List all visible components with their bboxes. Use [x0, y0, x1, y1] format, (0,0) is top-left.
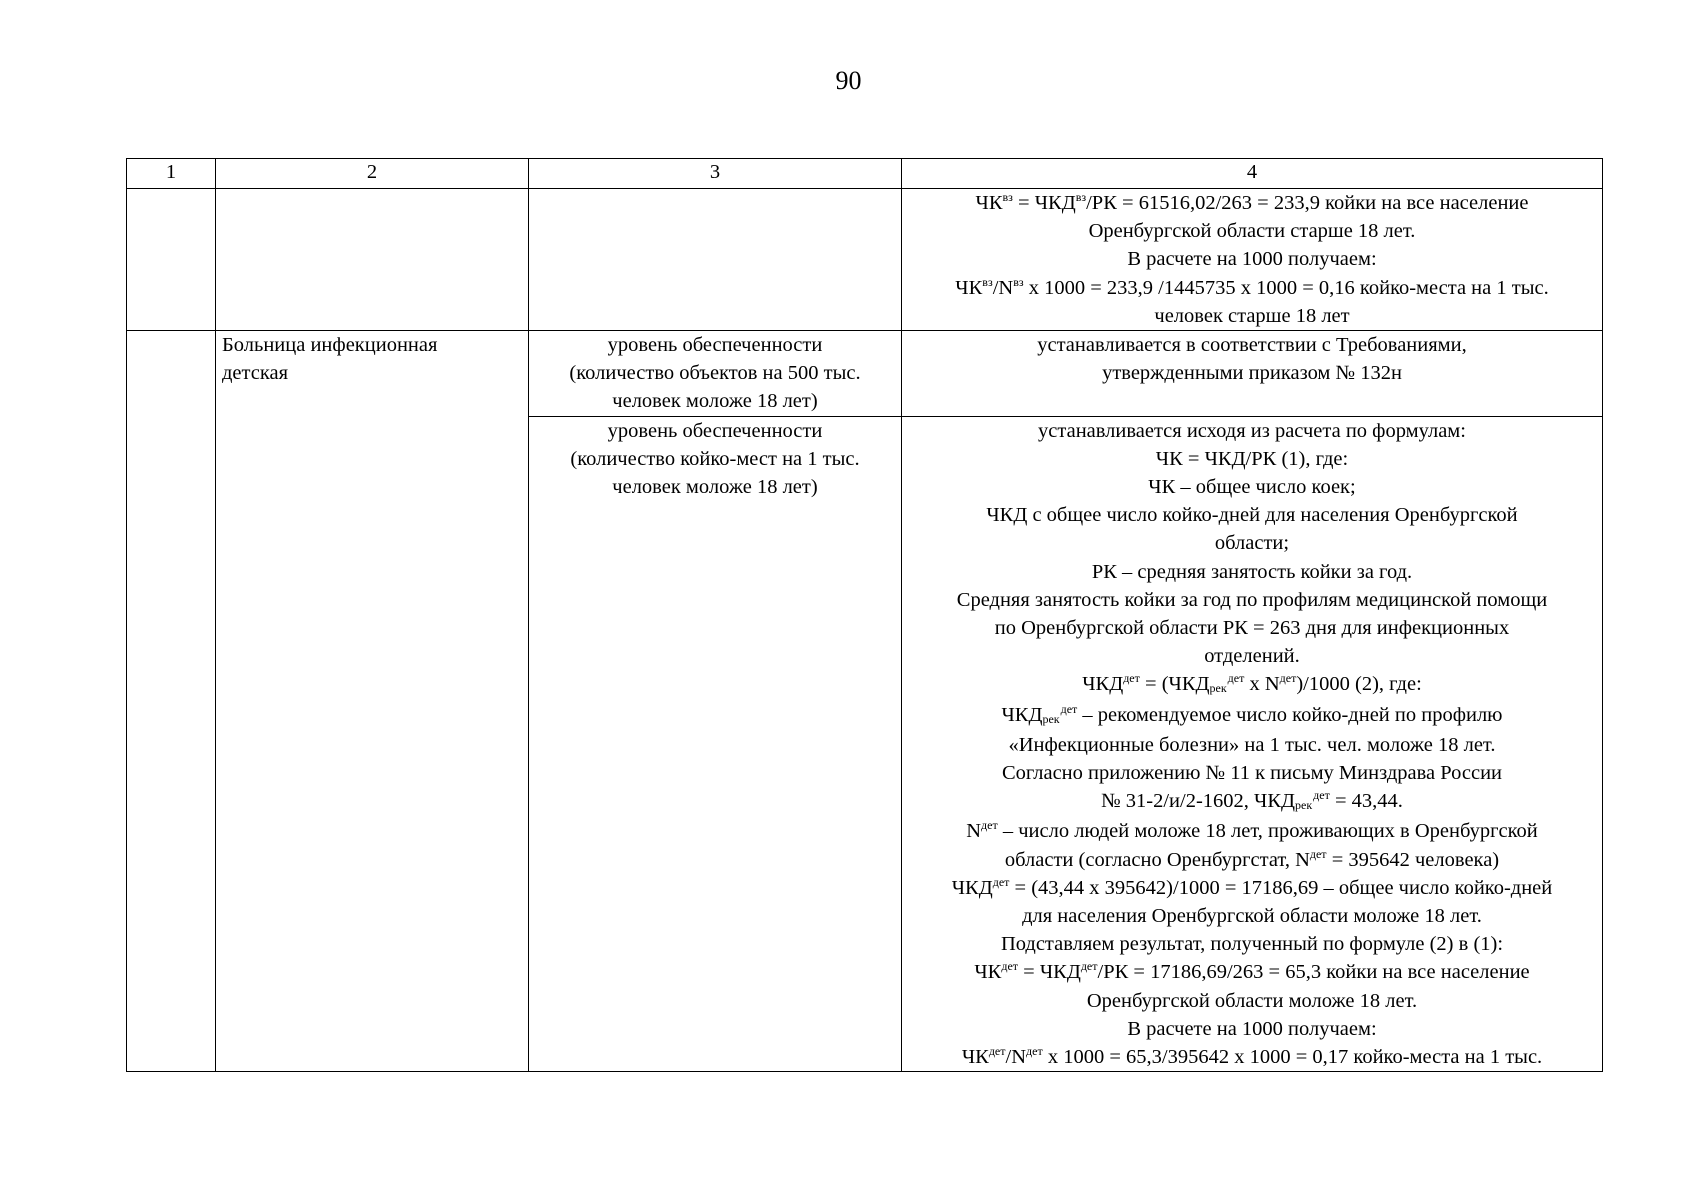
row1-value-cell	[902, 189, 1603, 331]
facility-name-cell: Больница инфекционная детская	[216, 331, 529, 1072]
row1-number-cell	[127, 189, 216, 331]
formula-line: $N^{дет}$ – число людей моложе 18 лет, проживающих в Оренбургской	[966, 818, 1538, 843]
value-cell: устанавливается в соответствии с Требованиями, утвержденными приказом № 132н	[902, 331, 1603, 417]
header-col-4: 4	[902, 159, 1603, 189]
row1-name-cell	[216, 189, 529, 331]
row1-indicator-cell	[529, 189, 902, 331]
table-row	[127, 331, 1603, 417]
header-col-1: 1	[127, 159, 216, 189]
indicator-cell: уровень обеспеченности (количество койко-мест на 1 тыс. человек моложе 18 лет)	[529, 416, 902, 1072]
page-number: 90	[835, 66, 862, 95]
formula-line: $ЧКД^{дет} = (ЧКД_{рек}^{дет}$ х $N^{дет})/1000$ (2), где:	[1082, 671, 1422, 696]
table-header-row	[127, 159, 1603, 189]
formula-line: $ЧКД_{рек}^{дет}$ – рекомендуемое число койко-дней по профилю	[1001, 701, 1503, 726]
formula-line: $ЧК^{дет} = ЧКД^{дет}/РК = 17186,69/263 = 65,3$ койки на все население	[974, 959, 1530, 984]
formula-line: $ЧК^{вз}/N^{вз}$ х 1000 = 233,9 /1445735 х 1000 = 0,16 койко-места на 1 тыс.	[955, 274, 1549, 299]
row3-number-cell	[127, 416, 216, 1072]
formula-line: № 31-2/и/2-1602, $ЧКД_{рек}^{дет} = 43,44$.	[1101, 788, 1403, 813]
header-col-3: 3	[529, 159, 902, 189]
formula-line: $ЧКД^{дет} = (43,44$ х 395642)/1000 = 17186,69 – общее число койко-дней	[951, 874, 1553, 899]
text-line: В расчете на 1000 получаем:	[1127, 248, 1377, 271]
formula-line: области (согласно Оренбургстат, $N^{дет} = 395642$ человека)	[1004, 846, 1500, 871]
normative-table	[126, 158, 1603, 1072]
formula-line: $ЧК^{дет}/N^{дет}$ х 1000 = 65,3/395642 х 1000 = 0,17 койко-места на 1 тыс.	[961, 1044, 1543, 1069]
row2-number-cell	[127, 331, 216, 417]
indicator-cell: уровень обеспеченности (количество объектов на 500 тыс. человек моложе 18 лет)	[529, 331, 902, 417]
text-line: человек старше 18 лет	[1154, 304, 1350, 327]
header-col-2: 2	[216, 159, 529, 189]
text-line: Оренбургской области старше 18 лет.	[1088, 220, 1416, 243]
calculation-cell: устанавливается исходя из расчета по формулам: ЧК = ЧКД/РК (1), где: ЧК – общее число коек; ЧКД с общее число койко-дней для населения Оренбургской области; РК – средняя занятость койки за год. Средняя занятость койки за год по профилям медицинской помощи по Оренбургской области РК = 263 дня для инфекционных отделений. $ЧКД^{дет} = (ЧКД_{рек}^{дет}$ х $N^{дет})/1000$ (2), где: $ЧКД_{рек}^{дет}$ – рекомендуемое число койко-дней по профилю «Инфекционные болезни» на 1 тыс. чел. моложе 18 лет. Согласно приложению № 11 к письму Минздрава России № 31-2/и/2-1602, $ЧКД_{рек}^{дет} = 43,44$. $N^{дет}$ – число людей моложе 18 лет, проживающих в Оренбургской области (согласно Оренбургстат, $N^{дет} = 395642$ человека) $ЧКД^{дет} = (43,44$ х 395642)/1000 = 17186,69 – общее число койко-дней для населения Оренбургской области моложе 18 лет. Подставляем результат, полученный по формуле (2) в (1): $ЧК^{дет} = ЧКД^{дет}/РК = 17186,69/263 = 65,3$ койки на все население Оренбургской области моложе 18 лет. В расчете на 1000 получаем: $ЧК^{дет}/N^{дет}$ х 1000 = 65,3/395642 х 1000 = 0,17 койко-места на 1 тыс.	[902, 416, 1603, 1072]
formula-line: $ЧК^{вз} = ЧКД^{вз}/РК = 61516,02/263 = 233,9$ койки на все население	[975, 190, 1529, 214]
table-row	[127, 189, 1603, 331]
